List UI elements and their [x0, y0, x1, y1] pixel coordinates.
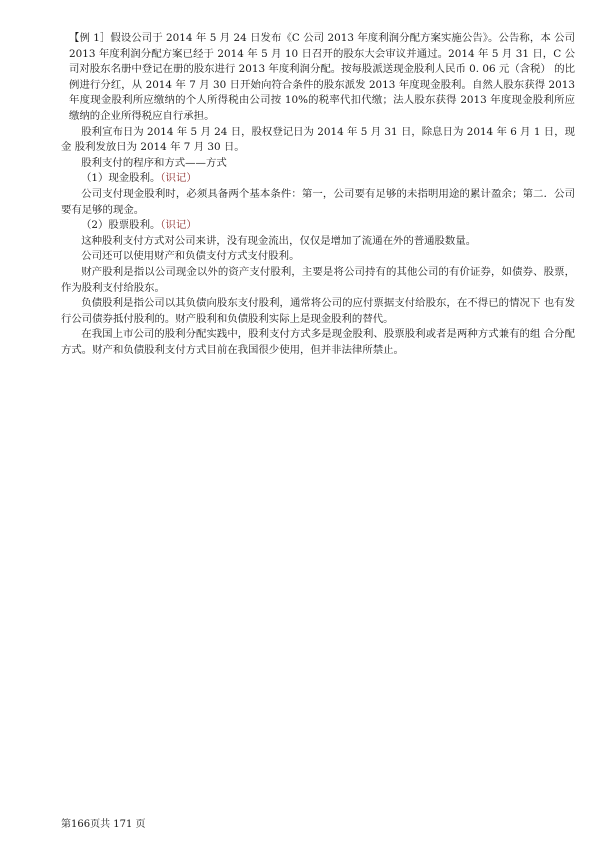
- practice-paragraph: 在我国上市公司的股利分配实践中，股利支付方式多是现金股利、股票股利或者是两种方式兼有的组 合分配方式。财产和负债股利支付方式目前在我国很少使用，但并非法律所禁止。: [61, 328, 575, 356]
- cash-dividend-label: （1）现金股利。: [81, 172, 161, 185]
- section-heading: 股利支付的程序和方式——方式: [81, 156, 227, 169]
- memorize-note: （识记）: [160, 172, 197, 185]
- cash-conditions-paragraph: 公司支付现金股利时，必须具备两个基本条件：第一，公司要有足够的未指明用途的累计盈余；第二．公司要有足够的现金。: [61, 187, 575, 216]
- other-methods-paragraph: 公司还可以使用财产和负债支付方式支付股利。: [81, 250, 300, 263]
- stock-dividend-paragraph: 这种股利支付方式对公司来讲，没有现金流出，仅仅是增加了流通在外的普通股数量。: [81, 234, 477, 247]
- stock-dividend-label: （2）股票股利。: [81, 219, 161, 232]
- example-paragraph: 【例 1］假设公司于 2014 年 5 月 24 日发布《C 公司 2013 年度利润分配方案实施公告》。公告称，本 公司 2013 年度利润分配方案已经于 2014 年 5 月 10 日召开的股东大会审议并通过。2014 年 5 月 31 日，C 公司对股东名册中登记在册的股东进行 2013 年度利润分配。按每股派送现金股利人民币 0. 06 元（含税） 的比例进行分红，从 2014 年 7 月 30 日开始向符合条件的股东派发 2013 年度现金股利。自然人股东获得 2013 年度现金股利所应缴纳的个人所得税由公司按 10%的税率代扣代缴；法人股东获得 2013 年度现金股利所应 缴纳的企业所得税应自行承担。: [69, 32, 575, 122]
- page-number: 第166页共 171 页: [61, 819, 146, 830]
- property-dividend-paragraph: 财产股利是指以公司现金以外的资产支付股利，主要是将公司持有的其他公司的有价证券，如债券、股票，作为股利支付给股东。: [61, 265, 575, 294]
- document-body: [61, 31, 575, 358]
- cash-dividend-item: [61, 171, 575, 187]
- memorize-note: （识记）: [160, 219, 197, 232]
- liability-dividend-paragraph: 负债股利是指公司以其负债向股东支付股利，通常将公司的应付票据支付给股东，在不得已的情况下 也有发行公司债券抵付股利的。财产股利和负债股利实际上是现金股利的替代。: [61, 297, 575, 325]
- dividend-dates-paragraph: 股利宣布日为 2014 年 5 月 24 日，股权登记日为 2014 年 5 月 31 日，除息日为 2014 年 6 月 1 日，现金 股利发放日为 2014 年 7 月 30 日。: [61, 125, 575, 154]
- stock-dividend-item: [61, 218, 575, 234]
